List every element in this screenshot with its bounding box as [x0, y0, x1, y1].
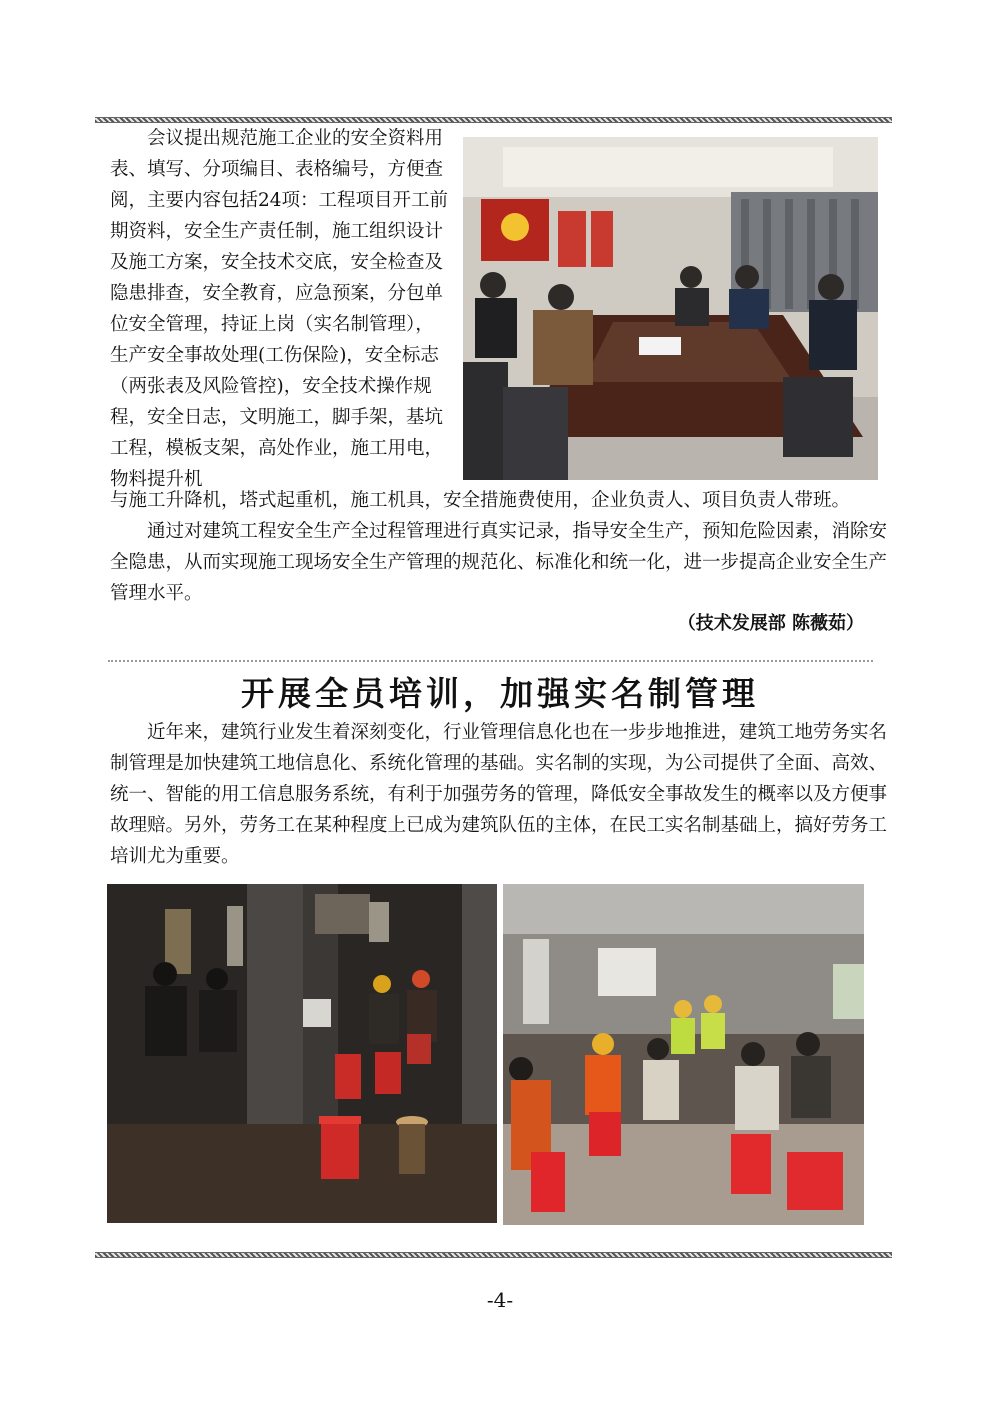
article2-title: 开展全员培训，加强实名制管理	[241, 674, 759, 713]
meeting-room-illustration	[463, 137, 878, 480]
training-photo-left	[107, 884, 497, 1223]
meeting-room-photo	[463, 137, 878, 480]
bottom-decorative-rule	[95, 1252, 892, 1258]
article1-paragraph1-full-width: 与施工升降机，塔式起重机，施工机具，安全措施费使用，企业负责人、项目负责人带班。	[110, 490, 851, 511]
article1-author-credit: （技术发展部 陈薇茹）	[677, 613, 864, 634]
training-room-right-illustration	[503, 884, 864, 1225]
article2-paragraph1: 近年来，建筑行业发生着深刻变化，行业管理信息化也在一步步地推进，建筑工地劳务实名制管理是加快建筑工地信息化、系统化管理的基础。实名制的实现，为公司提供了全面、高效、统一、智能的用工信息服务系统，有利于加强劳务的管理，降低安全事故发生的概率以及方便事故理赔。另外，劳务工在某种程度上已成为建筑队伍的主体，在民工实名制基础上，搞好劳务工培训尤为重要。	[110, 722, 888, 867]
article1-paragraph2: 通过对建筑工程安全生产全过程管理进行真实记录，指导安全生产，预知危险因素，消除安全隐患，从而实现施工现场安全生产管理的规范化、标准化和统一化，进一步提高企业安全生产管理水平。	[110, 521, 888, 604]
training-photo-right	[503, 884, 864, 1225]
article1-paragraph1-wrapped: 会议提出规范施工企业的安全资料用表、填写、分项编目、表格编号，方便查阅，主要内容包括24项：工程项目开工前期资料，安全生产责任制，施工组织设计及施工方案，安全技术交底，安全检查及隐患排查，安全教育，应急预案，分包单位安全管理，持证上岗（实名制管理），生产安全事故处理(工伤保险)，安全标志（两张表及风险管控)，安全技术操作规程，安全日志，文明施工，脚手架，基坑工程，模板支架，高处作业，施工用电，物料提升机	[110, 128, 449, 490]
page-number: -4-	[486, 1288, 514, 1312]
training-room-left-illustration	[107, 884, 497, 1223]
section-divider	[108, 660, 873, 662]
